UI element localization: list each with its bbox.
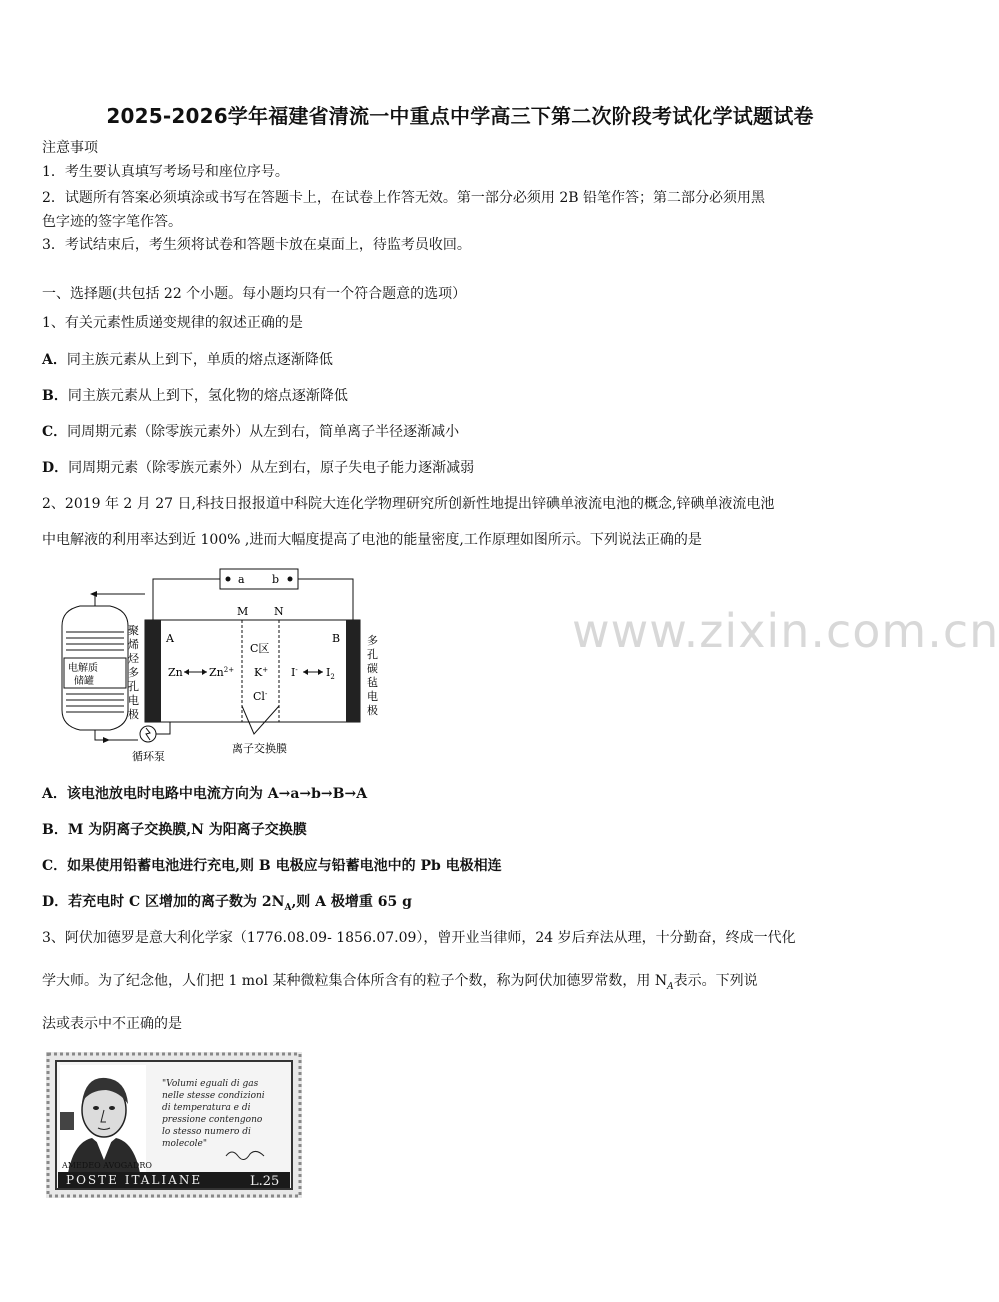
question-3-stem-line2 xyxy=(42,971,758,993)
i-ion-label: I xyxy=(291,666,296,679)
label-M: M xyxy=(237,605,249,618)
option-key: C． xyxy=(42,424,68,440)
option-key: B． xyxy=(42,822,68,838)
stamp-quote-line: molecole" xyxy=(162,1139,207,1149)
i-ion-charge: - xyxy=(295,666,298,674)
i2-label: I xyxy=(326,666,331,679)
load-box xyxy=(220,569,298,589)
svg-text:Cl- xyxy=(253,690,268,703)
label-N: N xyxy=(274,605,284,618)
notice-heading: 注意事项 xyxy=(42,140,98,156)
q1-option-b xyxy=(42,386,348,406)
svg-text:电: 电 xyxy=(367,690,378,703)
svg-text:烯: 烯 xyxy=(128,638,139,651)
stamp-country: POSTE ITALIANE xyxy=(66,1173,203,1187)
option-text: 如果使用铅蓄电池进行充电,则 B 电极应与铅蓄电池中的 Pb 电极相连 xyxy=(67,858,502,874)
question-2-stem-line1: 2、2019 年 2 月 27 日,科技日报报道中科院大连化学物理研究所创新性地提出锌碘单液流电池的概念,锌碘单液流电池 xyxy=(42,496,775,512)
stem-text: 学大师。为了纪念他，人们把 1 mol 某种微粒集合体所含有的粒子个数，称为阿伏加德罗常数，用 N xyxy=(42,973,668,989)
svg-text:多: 多 xyxy=(367,634,378,647)
option-text: M 为阴离子交换膜,N 为阳离子交换膜 xyxy=(67,822,307,838)
svg-text:Zn2+ xyxy=(209,666,234,679)
option-key: D． xyxy=(42,894,69,910)
svg-text:孔: 孔 xyxy=(367,648,378,661)
stamp-quote-line: nelle stesse condizioni xyxy=(162,1091,265,1101)
svg-text:I- xyxy=(291,666,298,679)
section-heading: 一、选择题(共包括 22 个小题。每小题均只有一个符合题意的选项） xyxy=(42,286,467,302)
left-electrode-label xyxy=(128,624,140,721)
q2-option-d xyxy=(42,892,412,918)
stamp-quote-line: pressione contengono xyxy=(162,1115,263,1125)
c-zone-label: C区 xyxy=(250,642,270,655)
cl-ion-label: Cl xyxy=(253,690,265,703)
option-key: D． xyxy=(42,460,69,476)
notice-item: 3．考试结束后，考生须将试卷和答题卡放在桌面上，待监考员收回。 xyxy=(42,237,471,253)
option-text: 若充电时 C 区增加的离子数为 2N xyxy=(68,894,285,910)
svg-text:极: 极 xyxy=(128,708,139,721)
stem-subscript: A xyxy=(667,982,674,992)
terminal-dot xyxy=(226,577,231,582)
left-electrode xyxy=(145,620,161,722)
stamp-quote-line: lo stesso numero di xyxy=(162,1127,251,1137)
label-A: A xyxy=(166,632,174,645)
question-3-stem-line1: 3、阿伏加德罗是意大利化学家（1776.08.09- 1856.07.09），曾开业当律师，24 岁后弃法从理，十分勤奋，终成一代化 xyxy=(42,930,796,946)
notice-item: 1．考生要认真填写考场号和座位序号。 xyxy=(42,164,289,180)
svg-text:多: 多 xyxy=(128,666,139,679)
svg-text:K+ xyxy=(254,666,268,679)
q2-option-a xyxy=(42,784,367,804)
zn-label: Zn xyxy=(168,666,183,679)
svg-text:毡: 毡 xyxy=(367,676,378,689)
stamp-value: L.25 xyxy=(250,1174,280,1189)
option-text: ,则 A 极增重 65 g xyxy=(291,894,412,910)
svg-text:聚: 聚 xyxy=(128,624,139,637)
zn2-charge: 2+ xyxy=(223,666,235,674)
stamp-quote-line: "Volumi eguali di gas xyxy=(162,1079,259,1089)
stem-text: 表示。下列说 xyxy=(673,973,758,989)
terminal-dot xyxy=(288,577,293,582)
i2-subscript: 2 xyxy=(330,673,335,681)
cl-ion-charge: - xyxy=(264,690,268,698)
q2-option-b xyxy=(42,820,307,840)
q1-option-d xyxy=(42,458,474,478)
right-electrode xyxy=(346,620,360,722)
tank-label-2: 储罐 xyxy=(74,676,94,687)
label-b: b xyxy=(272,573,280,586)
option-subscript: A xyxy=(284,902,292,913)
pump-label: 循环泵 xyxy=(132,750,165,763)
right-electrode-label xyxy=(367,634,378,717)
page-title: 2025-2026学年福建省清流一中重点中学高三下第二次阶段考试化学试题试卷 xyxy=(106,104,814,128)
option-key: A． xyxy=(42,352,67,368)
avogadro-stamp-image xyxy=(46,1052,302,1198)
zn2-label: Zn xyxy=(209,666,224,679)
k-ion-label: K xyxy=(254,666,263,679)
q1-option-c xyxy=(42,422,459,442)
svg-text:极: 极 xyxy=(367,704,378,717)
option-key: B． xyxy=(42,388,68,404)
question-3-stem-line3: 法或表示中不正确的是 xyxy=(42,1016,182,1032)
option-text: 同周期元素（除零族元素外）从左到右，原子失电子能力逐渐减弱 xyxy=(68,460,475,476)
notice-item: 2．试题所有答案必须填涂或书写在答题卡上，在试卷上作答无效。第一部分必须用 2B 铅笔作答；第二部分必须用黑 xyxy=(42,190,765,206)
q1-option-a xyxy=(42,350,333,370)
option-text: 该电池放电时电路中电流方向为 A→a→b→B→A xyxy=(66,786,368,802)
svg-text:电: 电 xyxy=(128,694,139,707)
svg-text:孔: 孔 xyxy=(128,680,139,693)
k-ion-charge: + xyxy=(262,666,269,674)
question-2-stem-line2: 中电解液的利用率达到近 100% ,进而大幅度提高了电池的能量密度,工作原理如图所示。下列说法正确的是 xyxy=(42,532,702,548)
option-text: 同主族元素从上到下，单质的熔点逐渐降低 xyxy=(66,352,333,368)
option-key: A． xyxy=(42,786,67,802)
option-key: C． xyxy=(42,858,68,874)
svg-text:烃: 烃 xyxy=(128,652,139,665)
stamp-quote-line: di temperatura e di xyxy=(162,1103,251,1113)
label-B: B xyxy=(332,632,341,645)
battery-diagram xyxy=(50,566,400,766)
svg-text:碳: 碳 xyxy=(367,662,378,675)
question-1-stem: 1、有关元素性质递变规律的叙述正确的是 xyxy=(42,315,303,331)
membrane-label: 离子交换膜 xyxy=(232,742,287,755)
svg-text:Zn xyxy=(168,666,183,679)
svg-text:I2 xyxy=(326,666,335,681)
label-a: a xyxy=(238,573,245,586)
q2-option-c xyxy=(42,856,502,876)
stamp-name: AMEDEO AVOGADRO xyxy=(62,1161,152,1170)
option-text: 同主族元素从上到下，氢化物的熔点逐渐降低 xyxy=(67,388,348,404)
watermark: www.zixin.com.cn xyxy=(572,604,999,658)
notice-item: 色字迹的签字笔作答。 xyxy=(42,214,182,230)
option-text: 同周期元素（除零族元素外）从左到右，简单离子半径逐渐减小 xyxy=(67,424,460,440)
tank-label-1: 电解质 xyxy=(68,663,98,674)
